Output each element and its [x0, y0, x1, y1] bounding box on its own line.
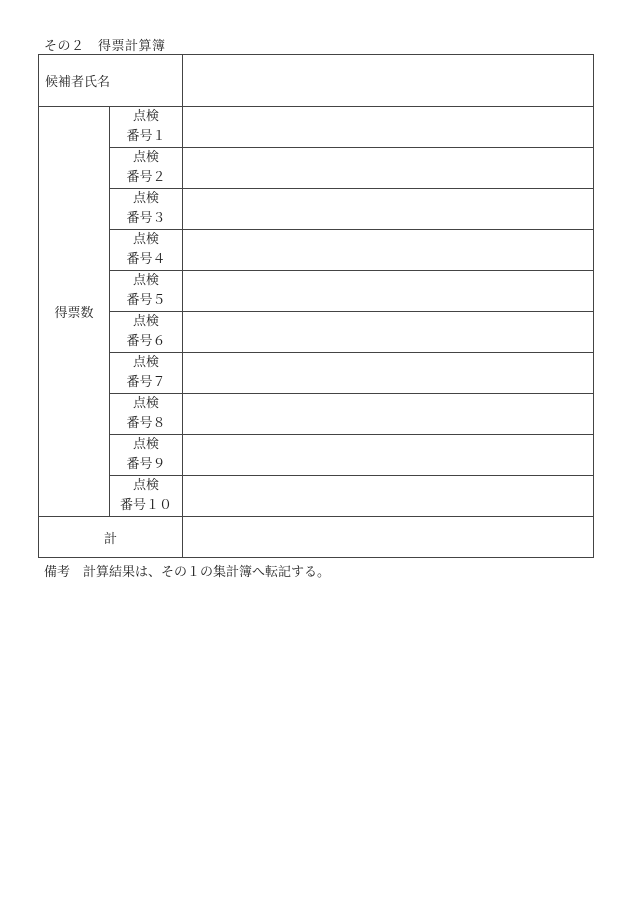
check-label-line1: 点検 [133, 232, 160, 247]
check-number-label [110, 189, 183, 230]
check-number-label [110, 435, 183, 476]
check-label-line2: 番号４ [126, 252, 166, 267]
vote-tally-table [38, 54, 594, 558]
check-label-line1: 点検 [133, 150, 160, 165]
check-number-label [110, 107, 183, 148]
candidate-name-label: 候補者氏名 [39, 55, 183, 107]
check-label-line2: 番号８ [126, 416, 166, 431]
check-label-line2: 番号６ [126, 334, 166, 349]
check-value-cell[interactable] [183, 476, 594, 517]
check-row [39, 435, 594, 476]
check-number-label [110, 312, 183, 353]
total-value-cell[interactable] [183, 517, 594, 558]
check-row [39, 189, 594, 230]
check-label-line1: 点検 [133, 396, 160, 411]
check-row [39, 312, 594, 353]
check-number-label [110, 230, 183, 271]
total-label: 計 [39, 517, 183, 558]
candidate-name-cell[interactable] [183, 55, 594, 107]
check-label-line1: 点検 [133, 478, 160, 493]
check-value-cell[interactable] [183, 107, 594, 148]
check-row [39, 394, 594, 435]
check-number-label [110, 476, 183, 517]
check-row [39, 353, 594, 394]
check-value-cell[interactable] [183, 394, 594, 435]
check-value-cell[interactable] [183, 353, 594, 394]
check-number-label [110, 394, 183, 435]
check-label-line2: 番号１ [126, 129, 166, 144]
check-row [39, 271, 594, 312]
check-label-line1: 点検 [133, 273, 160, 288]
check-label-line2: 番号７ [126, 375, 166, 390]
check-value-cell[interactable] [183, 435, 594, 476]
check-label-line2: 番号２ [126, 170, 166, 185]
check-row [39, 476, 594, 517]
check-label-line2: 番号３ [126, 211, 166, 226]
check-label-line1: 点検 [133, 109, 160, 124]
form-title: その２ 得票計算簿 [44, 39, 166, 54]
check-value-cell[interactable] [183, 189, 594, 230]
check-label-line1: 点検 [133, 437, 160, 452]
check-number-label [110, 353, 183, 394]
check-label-line2: 番号９ [126, 457, 166, 472]
remarks-note: 備考 計算結果は、その１の集計簿へ転記する。 [44, 565, 331, 580]
check-value-cell[interactable] [183, 271, 594, 312]
check-value-cell[interactable] [183, 230, 594, 271]
check-number-label [110, 148, 183, 189]
check-label-line1: 点検 [133, 191, 160, 206]
votes-label: 得票数 [39, 107, 110, 517]
check-value-cell[interactable] [183, 312, 594, 353]
check-label-line2: 番号１０ [120, 498, 173, 513]
check-row [39, 230, 594, 271]
check-label-line1: 点検 [133, 355, 160, 370]
check-value-cell[interactable] [183, 148, 594, 189]
candidate-name-row [39, 55, 594, 107]
check-row [39, 107, 594, 148]
check-label-line1: 点検 [133, 314, 160, 329]
check-row [39, 148, 594, 189]
total-row [39, 517, 594, 558]
check-number-label [110, 271, 183, 312]
check-label-line2: 番号５ [126, 293, 166, 308]
